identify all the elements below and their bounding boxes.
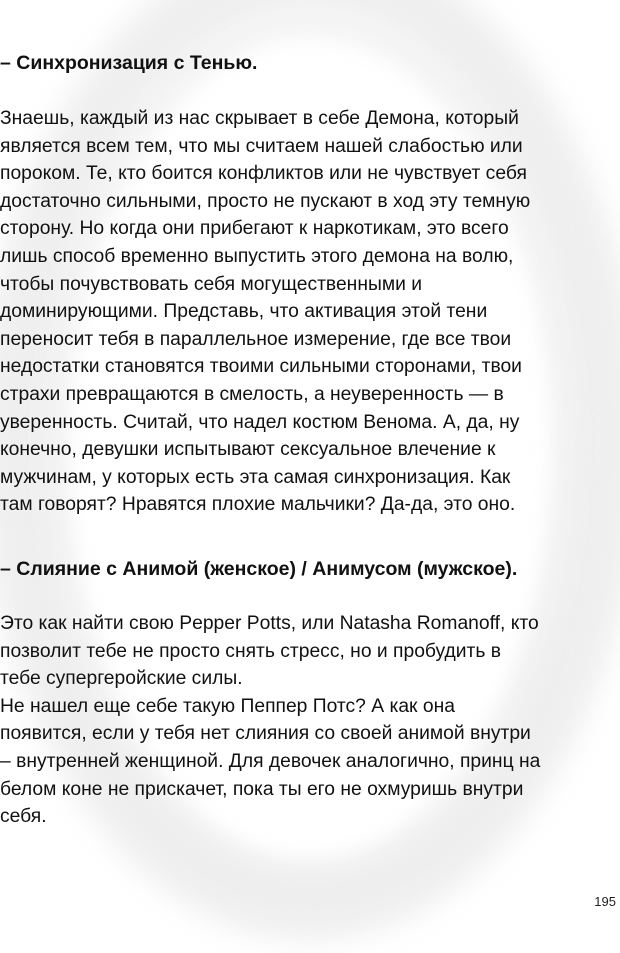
text-line: появится, если у тебя нет слияния со своей анимой внутри <box>0 723 531 745</box>
text-line: пороком. Те, кто боится конфликтов или не чувствует себя <box>0 163 527 185</box>
text-line: достаточно сильными, просто не пускают в ход эту темную <box>0 190 531 212</box>
text-line: сторону. Но когда они прибегают к наркотикам, это всего <box>0 218 509 240</box>
text-line: позволит тебе не просто снять стресс, но и пробудить в <box>0 640 502 662</box>
text-line: – внутренней женщиной. Для девочек аналогично, принц на <box>0 750 541 772</box>
paragraph-anima-animus <box>0 610 612 831</box>
text-line: уверенность. Считай, что надел костюм Венома. А, да, ну <box>0 411 520 433</box>
text-line: страхи превращаются в смелость, а неуверенность — в <box>0 383 504 405</box>
text-line: лишь способ временно выпустить этого демона на волю, <box>0 245 514 267</box>
text-line: тебе супергеройские силы. <box>0 668 243 690</box>
text-line: доминирующими. Представь, что активация этой тени <box>0 301 488 323</box>
text-line: Знаешь, каждый из нас скрывает в себе Демона, который <box>0 108 519 129</box>
text-line: белом коне не прискачет, пока ты его не охмуришь внутри <box>0 778 524 800</box>
section-heading-anima-animus: – Слияние с Анимой (женское) / Анимусом (мужское). <box>0 558 518 580</box>
text-line: Не нашел еще себе такую Пеппер Потс? А как она <box>0 695 455 717</box>
paragraph-shadow-sync <box>0 105 612 519</box>
text-line: конечно, девушки испытывают сексуальное влечение к <box>0 439 496 461</box>
text-line: является всем тем, что мы считаем нашей слабостью или <box>0 135 523 157</box>
text-line: недостатки становятся твоими сильными сторонами, твои <box>0 356 522 378</box>
text-line: Это как найти свою Pepper Potts, или Natasha Romanoff, кто <box>0 613 539 634</box>
text-line: переносит тебя в параллельное измерение, где все твои <box>0 328 512 350</box>
text-line: чтобы почувствовать себя могущественными и <box>0 273 422 295</box>
text-line: мужчинам, у которых есть эта самая синхронизация. Как <box>0 466 511 488</box>
page-number: 195 <box>594 894 616 909</box>
section-heading-shadow-sync: – Синхронизация с Тенью. <box>0 52 258 74</box>
text-line: себя. <box>0 806 47 828</box>
text-line: там говорят? Нравятся плохие мальчики? Да-да, это оно. <box>0 494 516 516</box>
